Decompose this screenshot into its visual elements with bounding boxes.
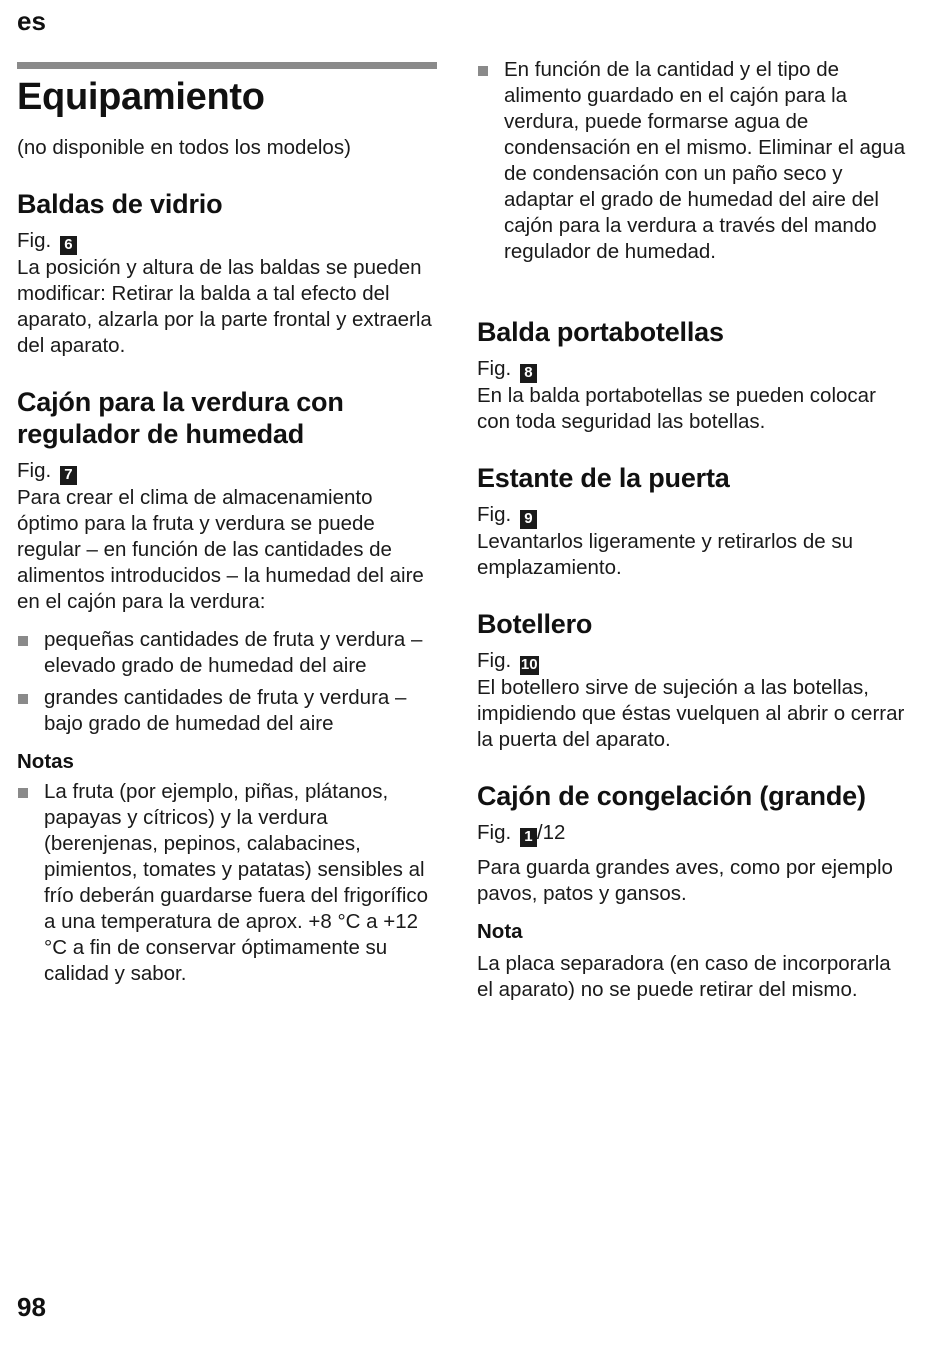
fig-number-badge: 6	[60, 236, 77, 255]
section-text: El botellero sirve de sujeción a las botellas, impidiendo que éstas vuelquen al abrir o cerrar la puerta del aparato.	[477, 676, 905, 751]
section-text: Para guarda grandes aves, como por ejemplo pavos, patos y gansos.	[477, 856, 893, 905]
section-text: La posición y altura de las baldas se pueden modificar: Retirar la balda a tal efecto del aparato, alzarla por la parte frontal y extraerla del aparato.	[17, 256, 432, 357]
notes-list-continued	[477, 57, 907, 265]
fig-label: Fig.	[477, 503, 512, 526]
fig-number-badge: 1	[520, 828, 537, 847]
note-title: Nota	[477, 920, 523, 943]
notes-list	[17, 779, 437, 987]
list-item: La fruta (por ejemplo, piñas, plátanos, papayas y cítricos) y la verdura (berenjenas, pepinos, calabacines, pimientos, tomates y patatas) sensibles al frío deberán guardarse fuera del frigorífico a una temperatura de aprox. +8 °C a +12 °C a fin de conservar óptimamente su calidad y sabor.	[17, 779, 437, 987]
square-bullet-icon	[18, 788, 28, 798]
section-title: Cajón de congelación (grande)	[477, 781, 866, 811]
page-title: Equipamiento	[17, 76, 265, 118]
figure-reference	[17, 228, 437, 255]
section-botellero	[477, 608, 907, 753]
section-portabotellas	[477, 316, 907, 435]
section-congelacion	[477, 780, 907, 1003]
section-title: Botellero	[477, 609, 593, 639]
humidity-list	[17, 627, 437, 737]
section-cajon-continued	[477, 57, 907, 271]
section-title: Estante de la puerta	[477, 463, 730, 493]
fig-number-badge: 7	[60, 466, 77, 485]
square-bullet-icon	[478, 66, 488, 76]
page-subtitle: (no disponible en todos los modelos)	[17, 136, 351, 159]
section-title: Cajón para la verdura con regulador de humedad	[17, 387, 344, 449]
fig-label: Fig.	[477, 821, 512, 844]
fig-number-badge: 8	[520, 364, 537, 383]
fig-number-badge: 9	[520, 510, 537, 529]
figure-reference	[477, 502, 907, 529]
fig-label: Fig.	[17, 229, 52, 252]
notes-title: Notas	[17, 750, 74, 773]
section-title: Baldas de vidrio	[17, 189, 223, 219]
section-cajon	[17, 386, 437, 993]
fig-label: Fig.	[477, 357, 512, 380]
section-text: Para crear el clima de almacenamiento óptimo para la fruta y verdura se puede regular – en función de las cantidades de alimentos introducidos – la humedad del aire en el cajón para la verdura:	[17, 486, 424, 613]
square-bullet-icon	[18, 636, 28, 646]
section-baldas	[17, 188, 437, 359]
language-tag: es	[17, 6, 46, 36]
square-bullet-icon	[18, 694, 28, 704]
section-text: En la balda portabotellas se pueden colocar con toda seguridad las botellas.	[477, 384, 876, 433]
fig-suffix: /12	[536, 821, 566, 844]
list-item: grandes cantidades de fruta y verdura – bajo grado de humedad del aire	[17, 685, 437, 737]
figure-reference	[477, 356, 907, 383]
section-estante	[477, 462, 907, 581]
list-item: pequeñas cantidades de fruta y verdura – elevado grado de humedad del aire	[17, 627, 437, 679]
note-text: La placa separadora (en caso de incorporarla el aparato) no se puede retirar del mismo.	[477, 952, 891, 1001]
section-title: Balda portabotellas	[477, 317, 724, 347]
figure-reference	[17, 458, 437, 485]
fig-label: Fig.	[17, 459, 52, 482]
list-item: En función de la cantidad y el tipo de alimento guardado en el cajón para la verdura, puede formarse agua de condensación en el mismo. Eliminar el agua de condensación con un paño seco y adaptar el grado de humedad del aire del cajón para la verdura a través del mando regulador de humedad.	[477, 57, 907, 265]
title-rule	[17, 62, 437, 69]
section-text: Levantarlos ligeramente y retirarlos de su emplazamiento.	[477, 530, 854, 579]
figure-reference	[477, 820, 907, 847]
figure-reference	[477, 648, 907, 675]
fig-number-badge: 10	[520, 656, 538, 673]
page-number: 98	[17, 1292, 46, 1322]
fig-label: Fig.	[477, 649, 512, 672]
